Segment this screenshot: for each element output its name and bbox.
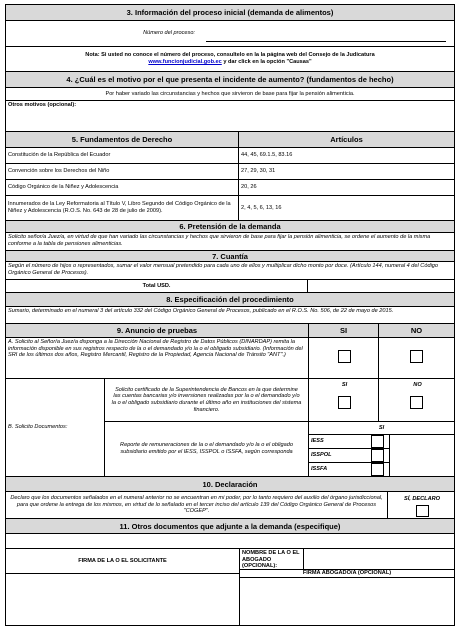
item-b-label-cell — [5, 378, 105, 477]
articles-cell — [238, 163, 455, 180]
note-text: Nota: Si usted no conoce el número del proceso, consultelo en la la página web del Consejo de la Judicatura — [85, 52, 375, 59]
total-usd-field[interactable] — [307, 279, 455, 293]
item-a-si-cell — [308, 337, 379, 379]
si-declaro-label: SÍ, DECLARO — [403, 496, 441, 502]
declaration-text-cell — [5, 491, 388, 519]
section-8-title: 8. Especificación del procedimiento — [166, 295, 294, 304]
applicant-signature-label-cell — [5, 548, 240, 574]
section-7-title: 7. Cuantía — [212, 251, 248, 261]
total-usd-label-cell — [5, 279, 308, 293]
section-9-header — [5, 323, 309, 338]
lawyer-name-label: NOMBRE DE LA O EL ABOGADO (OPCIONAL): — [242, 550, 300, 570]
articles-value: 2, 4, 5, 6, 13, 16 — [241, 204, 282, 211]
isspol-label: ISSPOL — [311, 452, 332, 459]
declaration-text: Declaro que los documentos señalados en el numeral anterior no se encuentran en mi poder, por lo tanto requiero del auxilio del órgano jurisdiccional, para que ordene la entrega de los mismos, en virtud de lo señalado en el tercer inciso del artículo 139 del Código Orgánico General de Procesos "COGEP". — [10, 494, 383, 515]
process-number-label: Número del proceso: — [143, 30, 195, 37]
articles-cell — [238, 179, 455, 196]
articles-cell — [238, 147, 455, 164]
item-b1-no-label: NO — [413, 382, 422, 388]
item-b-label: B. Solicito Documentos: — [8, 424, 68, 431]
lawyer-name-field[interactable] — [303, 548, 455, 570]
item-a-no-cell — [378, 337, 455, 379]
total-usd-label: Total USD. — [142, 282, 171, 289]
si-label: SI — [339, 326, 348, 335]
law-row — [5, 195, 239, 221]
applicant-signature-area[interactable] — [5, 573, 240, 626]
iess-label: IESS — [311, 438, 324, 445]
articles-value: 20, 26 — [241, 184, 257, 191]
section-8-text: Sumario, determinado en el numeral 3 del artículo 332 del Código Orgánico General de Procesos, publicado en el R.O.S. No. 506, de 22 de mayo de 2015. — [5, 306, 455, 324]
section-7-text: Según el número de hijos o representados, sumar el valor mensual pretendido para cada uno de ellos y multiplicar dicho monto por doce. (Artículo 144, numeral 4 del Código Orgánico General de Procesos). — [5, 261, 455, 280]
section-4-motive — [5, 87, 455, 101]
section-8-header — [5, 292, 455, 307]
iess-checkbox[interactable] — [371, 435, 384, 448]
section-6-text: Solicito señor/a Juez/a, en virtud de que han variado las circunstancias y hechos que sirvieron de base para fijar la pensión alimenticia, se ordene el aumento de la misma conforme a la tabla de pensiones alimenticias. — [5, 232, 455, 251]
form-page — [5, 4, 455, 626]
item-b1-no-cell — [378, 378, 455, 422]
item-b1-si-cell — [308, 378, 379, 422]
issfa-label: ISSFA — [311, 466, 328, 473]
section-3-header — [5, 4, 455, 21]
item-b1-si-label: SI — [341, 382, 348, 388]
section-11-title: 11. Otros documentos que adjunte a la demanda (especifique) — [119, 521, 341, 531]
law-row — [5, 179, 239, 196]
no-label: NO — [410, 326, 423, 335]
section-10-title: 10. Declaración — [202, 479, 258, 489]
section-3-title: 3. Información del proceso inicial (demanda de alimentos) — [126, 8, 334, 17]
articles-column-title: Artículos — [330, 135, 363, 144]
section-10-header — [5, 476, 455, 492]
issfa-checkbox[interactable] — [371, 463, 384, 476]
item-b2-cell — [104, 421, 309, 477]
item-a-no-checkbox[interactable] — [410, 350, 423, 363]
item-b1-text: Solicito certificado de la Superintendencia de Bancos en la que determine las cuentas bancarias y/o inversiones realizadas por la o el demandado y/o la o el obligado subsidiario durante el último año en instituciones del sistema financiero. — [111, 386, 302, 413]
item-b1-si-checkbox[interactable] — [338, 396, 351, 409]
section-3-number-row — [5, 20, 455, 47]
section-4-other-motives[interactable] — [5, 100, 455, 132]
articles-cell — [238, 195, 455, 221]
section-4-header — [5, 71, 455, 88]
process-number-field[interactable] — [206, 25, 446, 42]
section-5-header — [5, 131, 239, 148]
articles-value: 27, 29, 30, 31 — [241, 168, 276, 175]
applicant-signature-label: FIRMA DE LA O EL SOLICITANTE — [78, 557, 167, 564]
law-name: Convención sobre los Derechos del Niño — [8, 168, 110, 175]
section-9-title: 9. Anuncio de pruebas — [116, 326, 198, 335]
law-row — [5, 147, 239, 164]
lawyer-signature-area[interactable] — [239, 577, 455, 626]
law-name: Código Orgánico de la Niñez y Adolescencia — [8, 184, 119, 191]
section-5-title: 5. Fundamentos de Derecho — [71, 135, 173, 144]
judicial-website-link[interactable]: www.funcionjudicial.gob.ec — [148, 59, 222, 65]
item-b2-text: Reporte de remuneraciones de la o el demandado y/o la o el obligado subsidiario emitido por el IESS, ISSPOL o ISSFA, según corresponda — [120, 442, 293, 455]
item-b2-blank-cell — [389, 434, 455, 477]
other-motives-label: Otros motivos (opcional): — [8, 102, 77, 108]
item-b2-si-header — [308, 421, 455, 435]
item-b1-no-checkbox[interactable] — [410, 396, 423, 409]
articles-column-header — [238, 131, 455, 148]
other-documents-field[interactable] — [5, 533, 455, 549]
lawyer-name-label-cell — [239, 548, 304, 570]
isspol-checkbox[interactable] — [371, 449, 384, 462]
no-column-header — [378, 323, 455, 338]
note-text-2: y dar click en la opción "Causas" — [221, 59, 312, 65]
item-a-si-checkbox[interactable] — [338, 350, 351, 363]
motive-text: Por haber variado las circunstancias y hechos que sirvieron de base para fijar la pensión alimenticia. — [105, 90, 355, 97]
item-a-text: A. Solicito al Señor/a Juez/a disponga a la Dirección Nacional de Registro de Datos Públicos (DINARDAP) remita la información disponible en sus registros respecto de la o el demandado y/o la o el obligado subsidiario. (Información del SRI de los últimos dos años, Registro Mercantil, Registro de la Propiedad, Agencia Nacional de Tránsito "ANT".) — [5, 337, 309, 379]
si-declaro-checkbox[interactable] — [416, 505, 429, 517]
lawyer-signature-label: FIRMA ABOGADO/A (OPCIONAL) — [302, 570, 392, 577]
section-3-note — [5, 46, 455, 72]
si-column-header — [308, 323, 379, 338]
law-row — [5, 163, 239, 180]
articles-value: 44, 45, 69.1.5, 83.16 — [241, 152, 293, 159]
item-b2-si-label: SI — [378, 424, 385, 431]
item-b1-cell — [104, 378, 309, 422]
section-4-title: 4. ¿Cuál es el motivo por el que presenta el incidente de aumento? (fundamentos de hecho) — [66, 75, 394, 84]
section-11-header — [5, 518, 455, 534]
law-name: Constitución de la República del Ecuador — [8, 152, 111, 159]
section-6-title: 6. Pretensión de la demanda — [179, 222, 281, 231]
declaration-checkbox-cell — [387, 491, 455, 519]
law-name: Innumerados de la Ley Reformatoria al Título V, Libro Segundo del Código Orgánico de la Niñez y Adolescencia (R.O.S. No. 643 de 28 de julio de 2009). — [8, 201, 231, 214]
